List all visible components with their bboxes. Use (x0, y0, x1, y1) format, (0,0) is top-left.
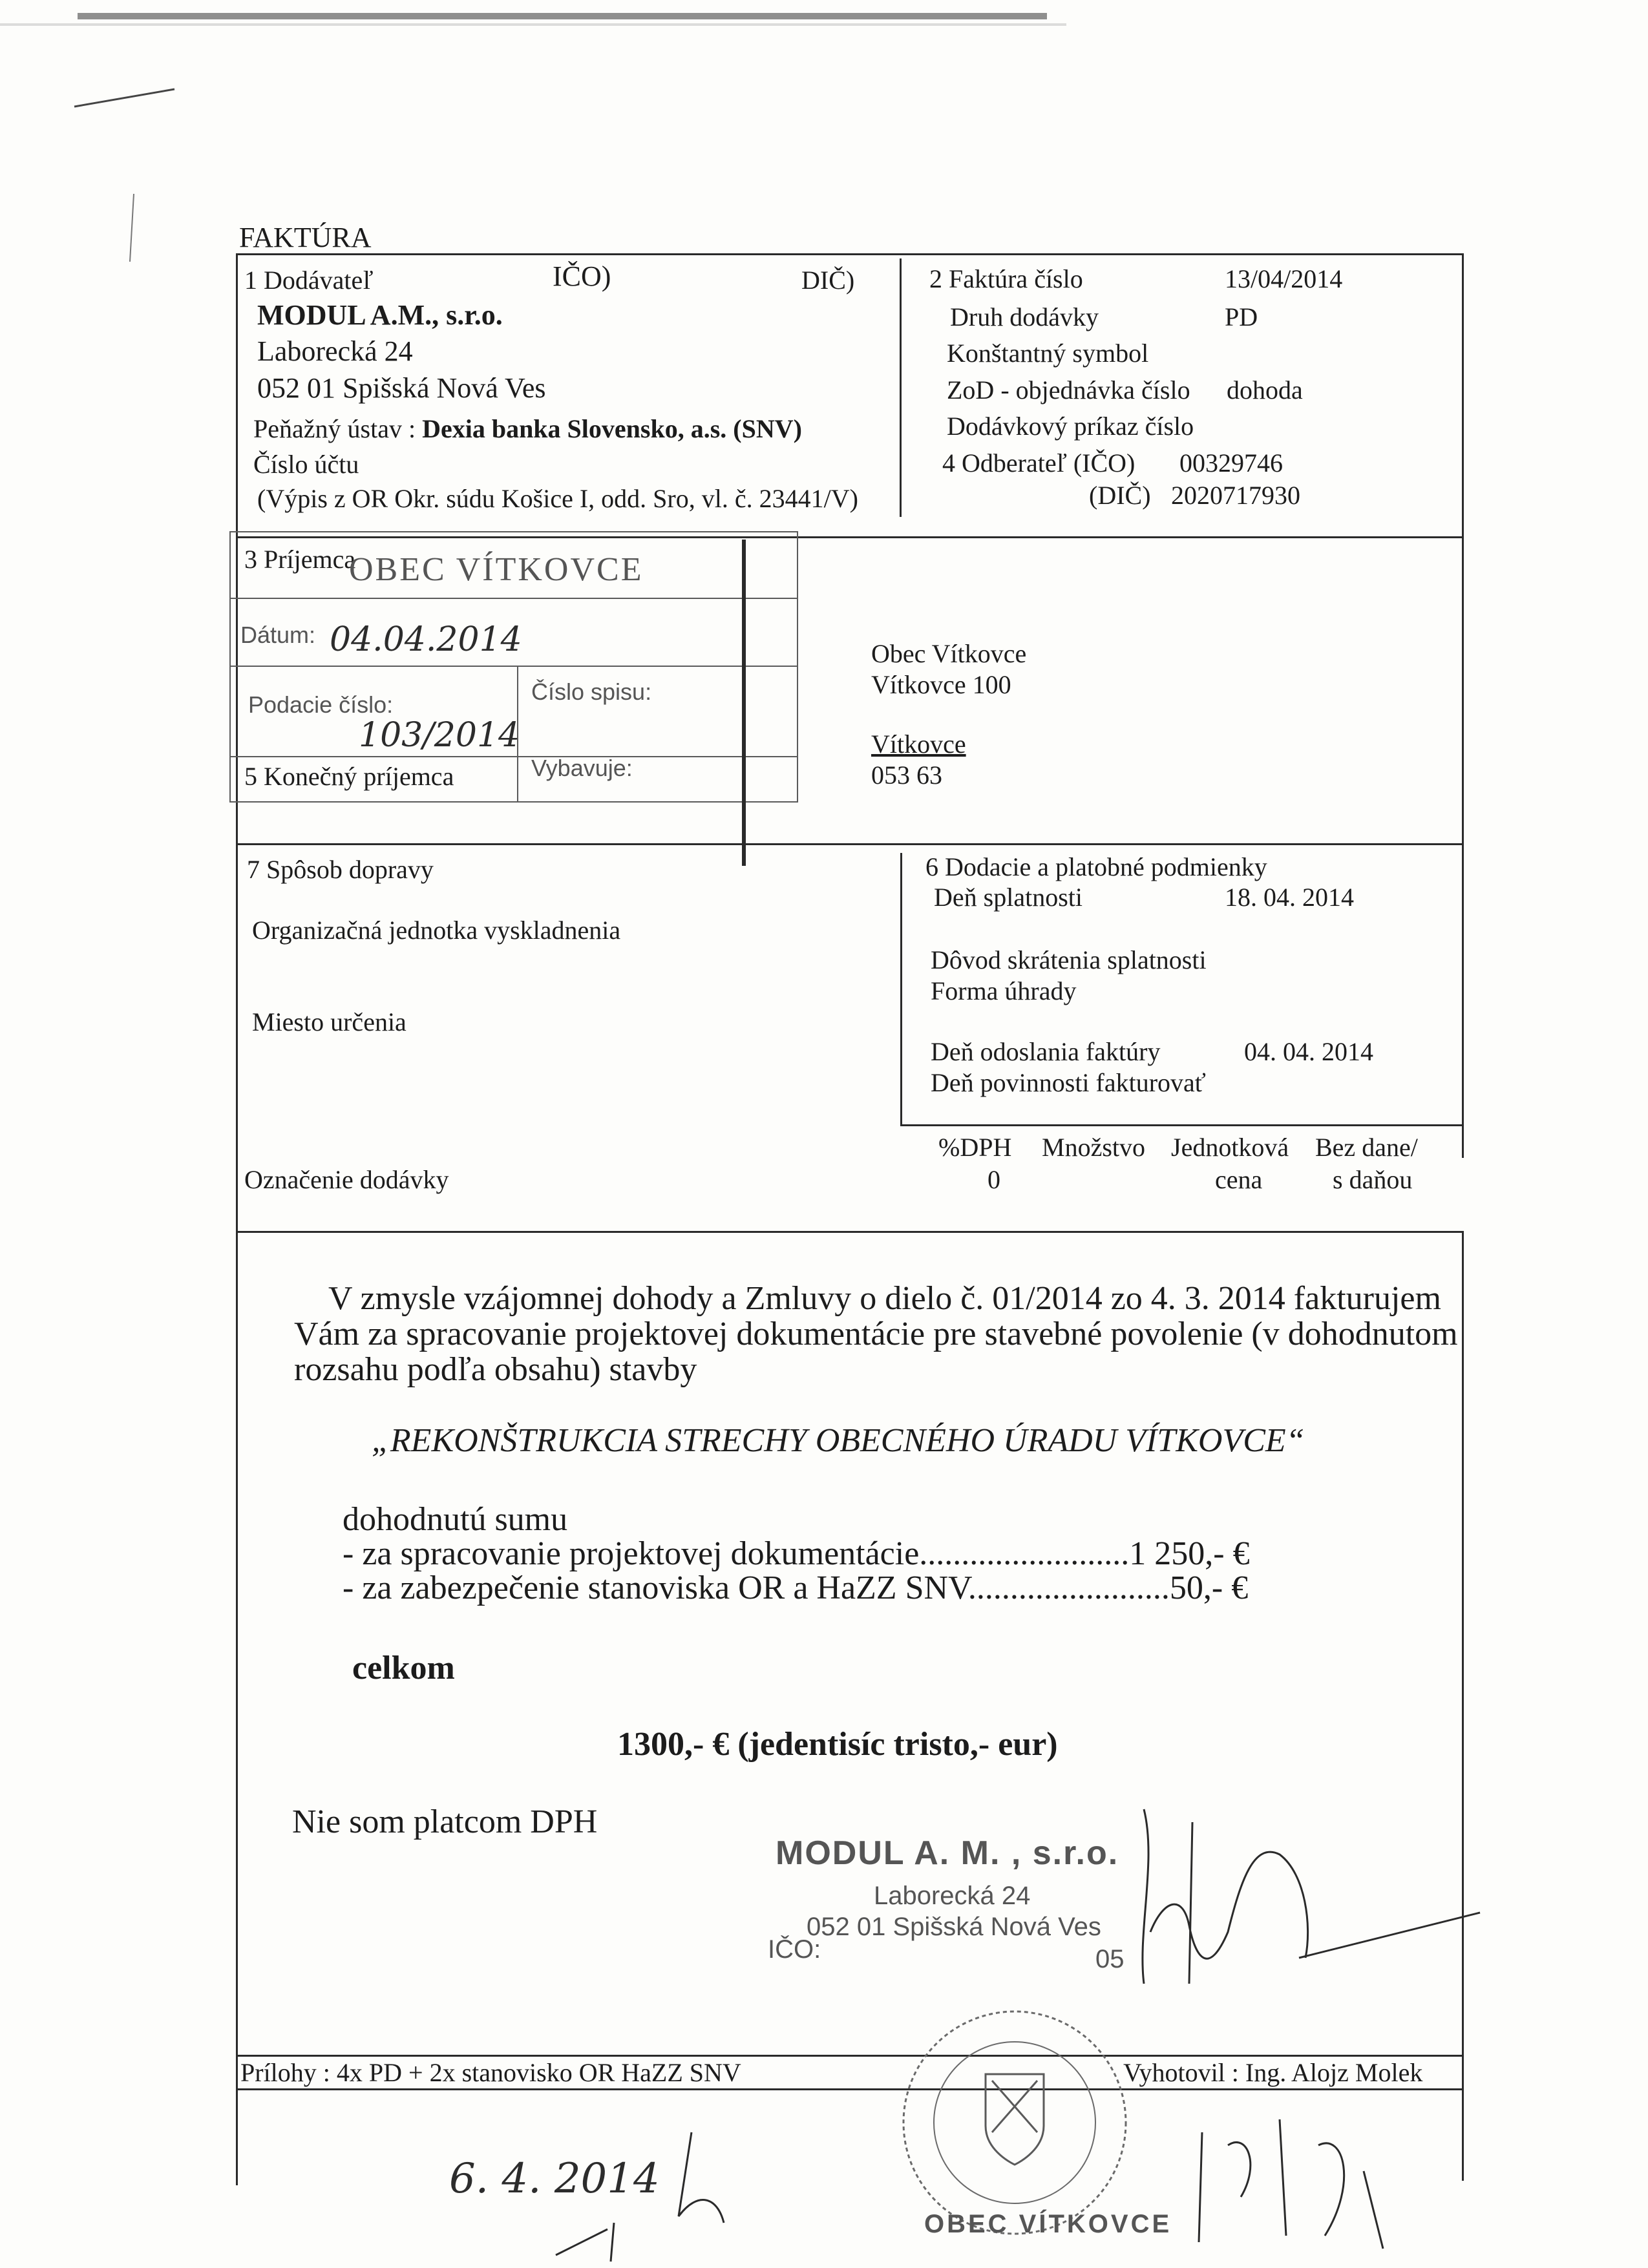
supplier-street: Laborecká 24 (257, 335, 413, 367)
handwritten-initials (1189, 2106, 1402, 2255)
scan-mark-vertical (126, 191, 145, 268)
registry-stamp-line-1 (229, 598, 798, 599)
shortening-reason-label: Dôvod skrátenia splatnosti (931, 945, 1207, 974)
items-top-line (900, 1124, 1463, 1126)
items-vat-value: 0 (988, 1165, 1000, 1194)
company-stamp-name: MODUL A. M. , s.r.o. (776, 1834, 1119, 1872)
order-label: ZoD - objednávka číslo (947, 375, 1190, 404)
items-total-header-1: Bez dane/ (1315, 1133, 1418, 1162)
customer-dic-value: 2020717930 (1171, 481, 1300, 510)
delivery-type-label: Druh dodávky (950, 302, 1099, 331)
header-bottom-line (236, 536, 1464, 538)
handwritten-check-mark (646, 2126, 737, 2236)
line-item-2: - za zabezpečenie stanoviska OR a HaZZ SNV........................50,- € (343, 1570, 1249, 1606)
header-divider (900, 258, 902, 517)
constant-symbol-label: Konštantný symbol (947, 339, 1149, 368)
registry-number-label: Podacie číslo: (248, 691, 394, 718)
company-stamp-ico-tail: 05 (1095, 1945, 1125, 1973)
registry-date-label: Dátum: (240, 622, 316, 648)
registry-stamp-title: OBEC VÍTKOVCE (349, 551, 644, 588)
due-date-value: 18. 04. 2014 (1225, 883, 1354, 912)
obligation-date-label: Deň povinnosti fakturovať (931, 1068, 1206, 1097)
registry-stamp-line-3 (229, 756, 798, 757)
attachments: Prílohy : 4x PD + 2x stanovisko OR HaZZ SNV (240, 2058, 741, 2087)
supplier-city: 052 01 Spišská Nová Ves (257, 372, 546, 404)
items-quantity-header: Množstvo (1042, 1133, 1145, 1162)
items-unit-price-header-1: Jednotková (1171, 1133, 1289, 1162)
line-item-1: - za spracovanie projektovej dokumentácie.........................1 250,- € (343, 1535, 1250, 1572)
invoice-number-value: 13/04/2014 (1225, 264, 1343, 293)
org-unit-label: Organizačná jednotka vyskladnenia (252, 916, 621, 945)
scan-mark (71, 78, 181, 116)
body-paragraph-line-1: V zmysle vzájomnej dohody a Zmluvy o dielo č. 01/2014 zo 4. 3. 2014 fakturujem (328, 1280, 1441, 1317)
supplier-dic-label: DIČ) (801, 266, 855, 295)
sent-date-label: Deň odoslania faktúry (931, 1037, 1161, 1066)
customer-dic-label: (DIČ) (1089, 481, 1151, 510)
transport-label: 7 Spôsob dopravy (247, 855, 434, 884)
supplier-ico-label: IČO) (553, 260, 611, 292)
scan-edge-top-faint (0, 23, 1066, 26)
footer-bottom-line (236, 2088, 1464, 2090)
items-designation-header: Označenie dodávky (244, 1165, 449, 1194)
scan-edge-top (78, 13, 1047, 19)
supplier-bank-prefix: Peňažný ústav : (253, 414, 416, 443)
invoice-number-label: 2 Faktúra číslo (929, 264, 1083, 293)
signature-mark (1131, 1803, 1493, 2003)
supplier-bank-name: Dexia banka Slovensko, a.s. (SNV) (422, 414, 802, 443)
body-paragraph-line-2: Vám za spracovanie projektovej dokumentácie pre stavebné povolenie (v dohodnutom (294, 1316, 1458, 1352)
registry-date-value: 04.04.2014 (330, 620, 522, 659)
items-total-header-2: s daňou (1333, 1165, 1413, 1194)
recipient-label: 3 Príjemca (244, 545, 356, 574)
recipient-divider (742, 540, 746, 866)
recipient-street: Vítkovce 100 (871, 670, 1011, 699)
order-value: dohoda (1227, 375, 1303, 404)
body-paragraph-line-3: rozsahu podľa obsahu) stavby (294, 1351, 697, 1388)
issued-by: Vyhotovil : Ing. Alojz Molek (1123, 2058, 1423, 2087)
recipient-town: Vítkovce (871, 730, 966, 759)
payment-divider (900, 853, 902, 1124)
delivery-order-label: Dodávkový príkaz číslo (947, 412, 1194, 441)
customer-ico-value: 00329746 (1179, 448, 1283, 478)
registry-handles-label: Vybavuje: (531, 755, 633, 781)
handwritten-tick (549, 2210, 653, 2268)
registry-stamp-left (229, 531, 231, 803)
company-stamp-ico: IČO: (768, 1935, 821, 1964)
supplier-account-label: Číslo účtu (253, 450, 359, 479)
seal-text: OBEC VÍTKOVCE (924, 2210, 1172, 2238)
frame-right-line-lower (1462, 1231, 1464, 2181)
invoice-title: FAKTÚRA (239, 222, 372, 253)
items-bottom-line (236, 1231, 1464, 1233)
handwritten-date: 6. 4. 2014 (449, 2155, 660, 2203)
recipient-zip: 053 63 (871, 761, 942, 790)
frame-right-line (1462, 253, 1464, 1158)
total-value: 1300,- € (jedentisíc tristo,- eur) (617, 1726, 1058, 1763)
frame-top-line (236, 253, 1464, 255)
payment-label: 6 Dodacie a platobné podmienky (925, 852, 1267, 881)
company-stamp-city: 052 01 Spišská Nová Ves (807, 1913, 1101, 1941)
municipality-seal (895, 2003, 1134, 2242)
project-name: „REKONŠTRUKCIA STRECHY OBECNÉHO ÚRADU VÍTKOVCE“ (372, 1422, 1305, 1459)
items-unit-price-header-2: cena (1215, 1165, 1263, 1194)
payment-form-label: Forma úhrady (931, 976, 1077, 1005)
customer-ico-label: 4 Odberateľ (IČO) (942, 448, 1136, 478)
items-vat-header: %DPH (938, 1133, 1012, 1162)
registry-stamp-right (797, 531, 798, 803)
registry-stamp-line-2 (229, 666, 798, 667)
registry-number-value: 103/2014 (359, 716, 520, 755)
total-label: celkom (352, 1650, 455, 1686)
registry-file-label: Číslo spisu: (531, 678, 652, 705)
supplier-name: MODUL A.M., s.r.o. (257, 299, 503, 331)
frame-left-line (236, 253, 238, 2185)
recipient-name: Obec Vítkovce (871, 639, 1027, 668)
footer-top-line (236, 2055, 1464, 2057)
recipient-bottom-line (236, 843, 1464, 845)
delivery-type-value: PD (1225, 302, 1258, 331)
supplier-register: (Výpis z OR Okr. súdu Košice I, odd. Sro, vl. č. 23441/V) (257, 484, 858, 513)
supplier-bank (253, 414, 802, 444)
registry-stamp-top (229, 531, 798, 532)
due-date-label: Deň splatnosti (934, 883, 1083, 912)
final-recipient-label: 5 Konečný príjemca (244, 762, 454, 791)
destination-label: Miesto určenia (252, 1007, 407, 1036)
company-stamp-street: Laborecká 24 (874, 1882, 1031, 1910)
vat-note: Nie som platcom DPH (292, 1803, 598, 1840)
sent-date-value: 04. 04. 2014 (1244, 1037, 1373, 1066)
registry-stamp-bottom (229, 801, 798, 803)
supplier-label: 1 Dodávateľ (244, 266, 374, 295)
agreed-sum-label: dohodnutú sumu (343, 1501, 568, 1538)
